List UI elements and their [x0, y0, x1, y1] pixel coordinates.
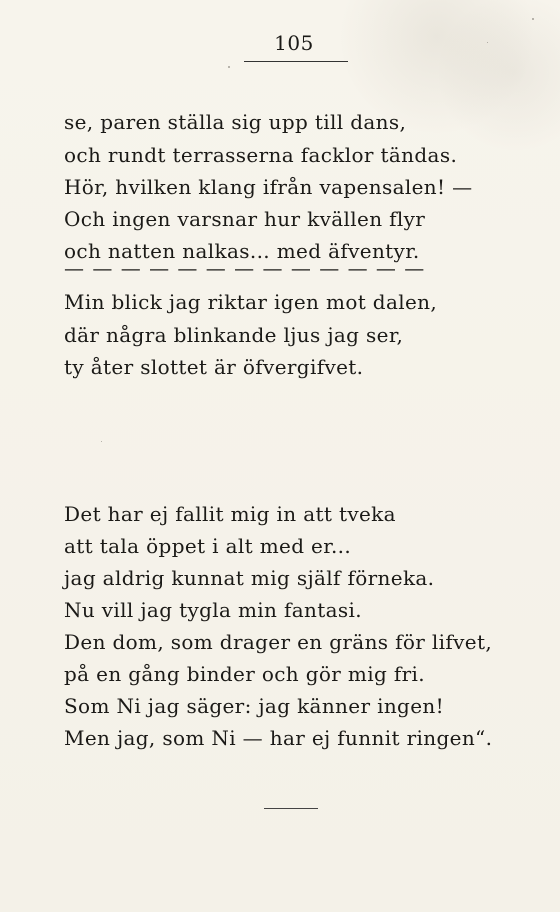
- poem-line: Men jag, som Ni — har ej funnit ringen“.: [64, 726, 493, 750]
- page-number-rule: [244, 61, 348, 62]
- paper-speck: [228, 66, 230, 68]
- paper-speck: [101, 441, 102, 442]
- poem-line: Som Ni jag säger: jag känner ingen!: [64, 694, 445, 718]
- paper-speck: [532, 18, 534, 20]
- paper-speck: [487, 42, 488, 43]
- ending-rule: [264, 808, 318, 809]
- poem-line: Den dom, som drager en gräns för lifvet,: [64, 630, 493, 654]
- poem-line: på en gång binder och gör mig fri.: [64, 662, 425, 686]
- poem-line: Det har ej fallit mig in att tveka: [64, 502, 396, 526]
- poem-line: Min blick jag riktar igen mot dalen,: [64, 290, 438, 314]
- poem-line: och rundt terrasserna facklor tändas.: [64, 143, 458, 167]
- poem-line: Nu vill jag tygla min fantasi.: [64, 598, 362, 622]
- poem-line: och natten nalkas... med äfventyr.: [64, 239, 420, 263]
- poem-line: där några blinkande ljus jag ser,: [64, 323, 404, 347]
- poem-line: Hör, hvilken klang ifrån vapensalen! —: [64, 175, 473, 199]
- poem-line: att tala öppet i alt med er...: [64, 534, 352, 558]
- poem-line: jag aldrig kunnat mig själf förneka.: [64, 566, 435, 590]
- poem-line: ty åter slottet är öfvergifvet.: [64, 355, 364, 379]
- page-number: 105: [274, 31, 314, 55]
- poem-line: se, paren ställa sig upp till dans,: [64, 110, 407, 134]
- section-divider: — — — — — — — — — — — — —: [64, 256, 426, 280]
- poem-line: Och ingen varsnar hur kvällen flyr: [64, 207, 426, 231]
